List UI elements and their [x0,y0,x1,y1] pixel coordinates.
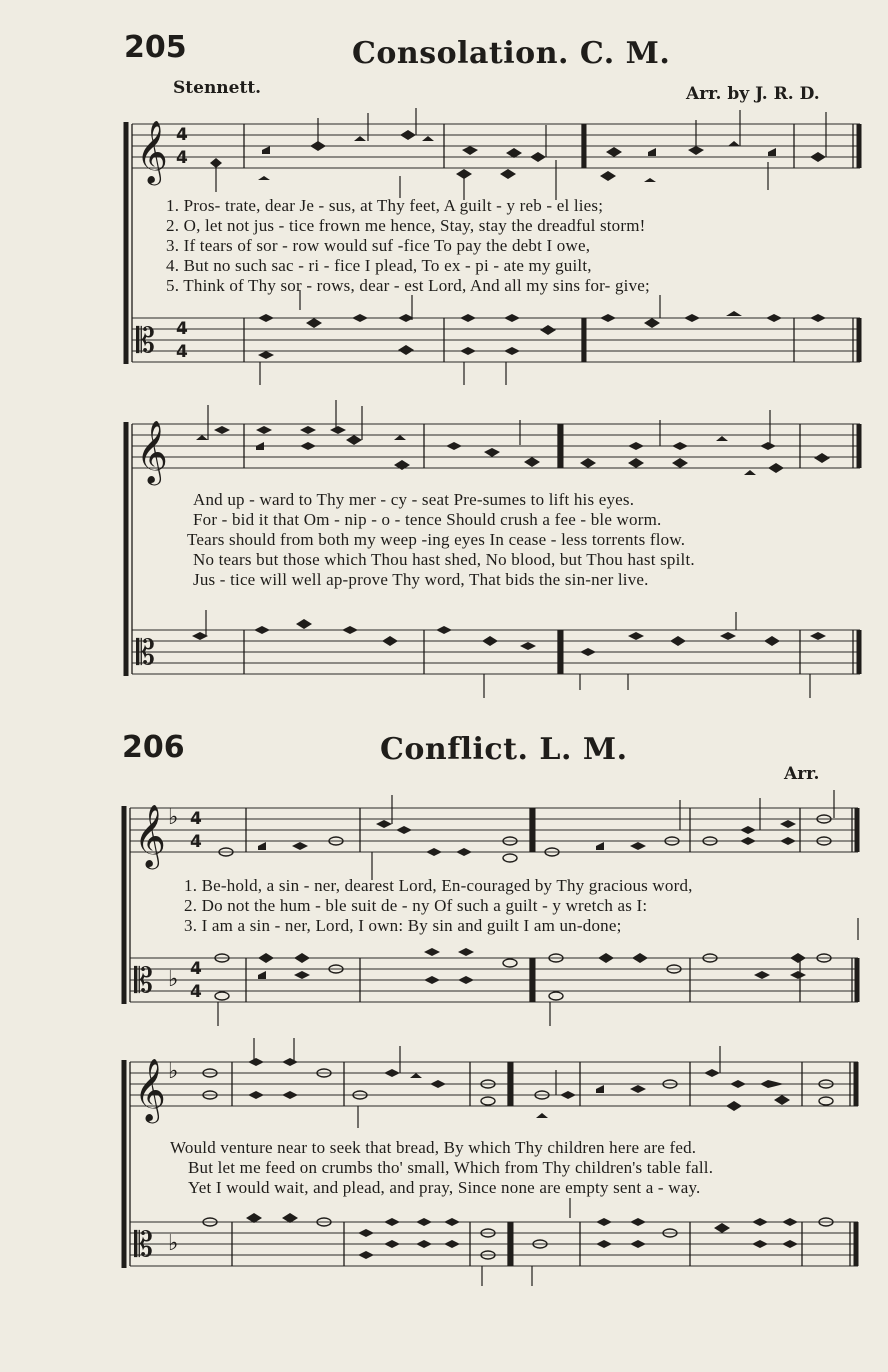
svg-text:♭: ♭ [168,1231,179,1256]
hymn-title: Consolation. C. M. [352,36,671,71]
stanza-4-line-1: 4. But no such sac - ri - fice I plead, To ex - pi - ate my guilt, [166,256,592,275]
stanza-3-line-1: 3. I am a sin - ner, Lord, I own: By sin and guilt I am un-done; [184,916,622,935]
svg-text:𝄞: 𝄞 [136,120,168,183]
hymn-title: Conflict. L. M. [380,732,628,767]
hymn-number: 205 [124,30,187,65]
svg-text:4: 4 [190,959,202,979]
stanza-3-line-2: Tears should from both my weep -ing eyes In cease - less torrents flow. [187,530,686,549]
stanza-2-line-1: 2. Do not the hum - ble suit de - ny Of such a guilt - y wretch as I: [184,896,648,915]
svg-text:♭: ♭ [168,967,179,992]
stanza-1-line-1: 1. Pros- trate, dear Je - sus, at Thy feet, A guilt - y reb - el lies; [166,196,604,215]
svg-text:𝄡: 𝄡 [134,1225,153,1265]
svg-text:4: 4 [190,809,202,829]
hymn-arranger: Arr. by J. R. D. [686,84,820,104]
svg-text:4: 4 [190,832,202,852]
svg-text:4: 4 [176,125,188,145]
svg-text:𝄞: 𝄞 [136,420,168,483]
svg-text:4: 4 [176,319,188,339]
stanza-1-line-2: Would venture near to seek that bread, By which Thy children here are fed. [170,1138,697,1157]
hymn-arranger: Arr. [784,764,820,784]
hymn-number: 206 [122,730,185,765]
svg-text:4: 4 [190,982,202,1002]
svg-text:♭: ♭ [168,805,179,830]
stanza-1-line-2: And up - ward to Thy mer - cy - seat Pre-sumes to lift his eyes. [193,490,635,509]
stanza-3-line-2: Yet I would wait, and plead, and pray, Since none are empty sent a - way. [188,1178,701,1197]
stanza-5-line-1: 5. Think of Thy sor - rows, dear - est Lord, And all my sins for- give; [166,276,650,295]
stanza-5-line-2: Jus - tice will well ap-prove Thy word, That bids the sin-ner live. [193,570,649,589]
svg-text:𝄡: 𝄡 [134,961,153,1001]
stanza-2-line-1: 2. O, let not jus - tice frown me hence, Stay, stay the dreadful storm! [166,216,646,235]
stanza-4-line-2: No tears but those which Thou hast shed, No blood, but Thou hast spilt. [193,550,695,569]
hymn-author: Stennett. [173,78,262,98]
stanza-1-line-1: 1. Be-hold, a sin - ner, dearest Lord, En-couraged by Thy gracious word, [184,876,693,895]
svg-text:4: 4 [176,342,188,362]
stanza-2-line-2: For - bid it that Om - nip - o - tence Should crush a fee - ble worm. [193,510,662,529]
svg-text:4: 4 [176,148,188,168]
svg-text:♭: ♭ [168,1059,179,1084]
stanza-2-line-2: But let me feed on crumbs tho' small, Which from Thy children's table fall. [188,1158,714,1177]
svg-text:𝄡: 𝄡 [136,321,155,361]
svg-text:𝄞: 𝄞 [134,804,166,867]
stanza-3-line-1: 3. If tears of sor - row would suf -fice To pay the debt I owe, [166,236,591,255]
svg-text:𝄞: 𝄞 [134,1058,166,1121]
svg-text:𝄡: 𝄡 [136,633,155,673]
